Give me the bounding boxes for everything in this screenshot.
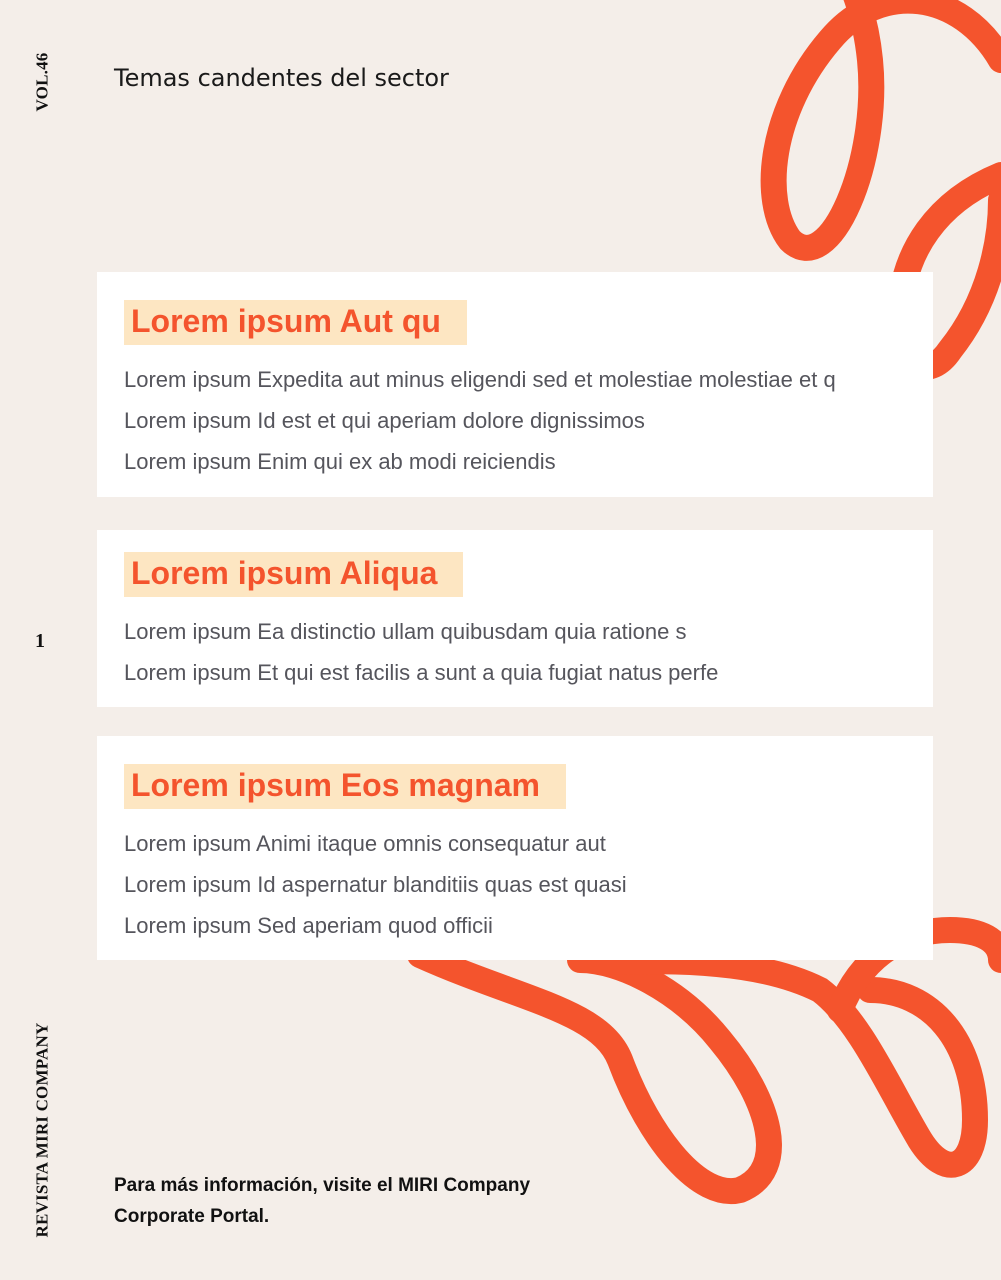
- card-heading: Lorem ipsum Aut qu: [124, 300, 467, 345]
- footer-line-1: Para más información, visite el MIRI Company: [114, 1175, 531, 1196]
- card-line: Lorem ipsum Id aspernatur blanditiis quas est quasi: [124, 872, 627, 897]
- card-line: Lorem ipsum Animi itaque omnis consequatur aut: [124, 831, 606, 856]
- card-line: Lorem ipsum Ea distinctio ullam quibusdam quia ratione s: [124, 619, 687, 644]
- brand-label: [28, 1020, 56, 1240]
- volume-text: VOL.46: [32, 52, 52, 112]
- card-line: Lorem ipsum Sed aperiam quod officii: [124, 913, 493, 938]
- page-number: 1: [35, 630, 45, 652]
- swirl-bottom-loop-1: [420, 955, 769, 1191]
- footer-note: [114, 1170, 574, 1232]
- swirl-bottom-loop-2: [600, 961, 975, 1164]
- card-line: Lorem ipsum Expedita aut minus eligendi sed et molestiae molestiae et q: [124, 367, 836, 392]
- topic-card-2: [97, 530, 933, 707]
- brand-text: REVISTA MIRI COMPANY: [32, 1022, 51, 1238]
- swirl-top-loop-1: [774, 0, 1001, 248]
- volume-label: [28, 42, 56, 122]
- card-line: Lorem ipsum Enim qui ex ab modi reiciendis: [124, 449, 556, 474]
- topic-card-1: [97, 272, 933, 497]
- card-line: Lorem ipsum Id est et qui aperiam dolore dignissimos: [124, 408, 645, 433]
- card-line: Lorem ipsum Et qui est facilis a sunt a quia fugiat natus perfe: [124, 660, 719, 685]
- card-heading: Lorem ipsum Aliqua: [124, 552, 463, 597]
- page-title: Temas candentes del sector: [114, 64, 449, 92]
- topic-card-3: [97, 736, 933, 960]
- footer-line-2: Corporate Portal.: [114, 1206, 270, 1227]
- card-heading: Lorem ipsum Eos magnam: [124, 764, 566, 809]
